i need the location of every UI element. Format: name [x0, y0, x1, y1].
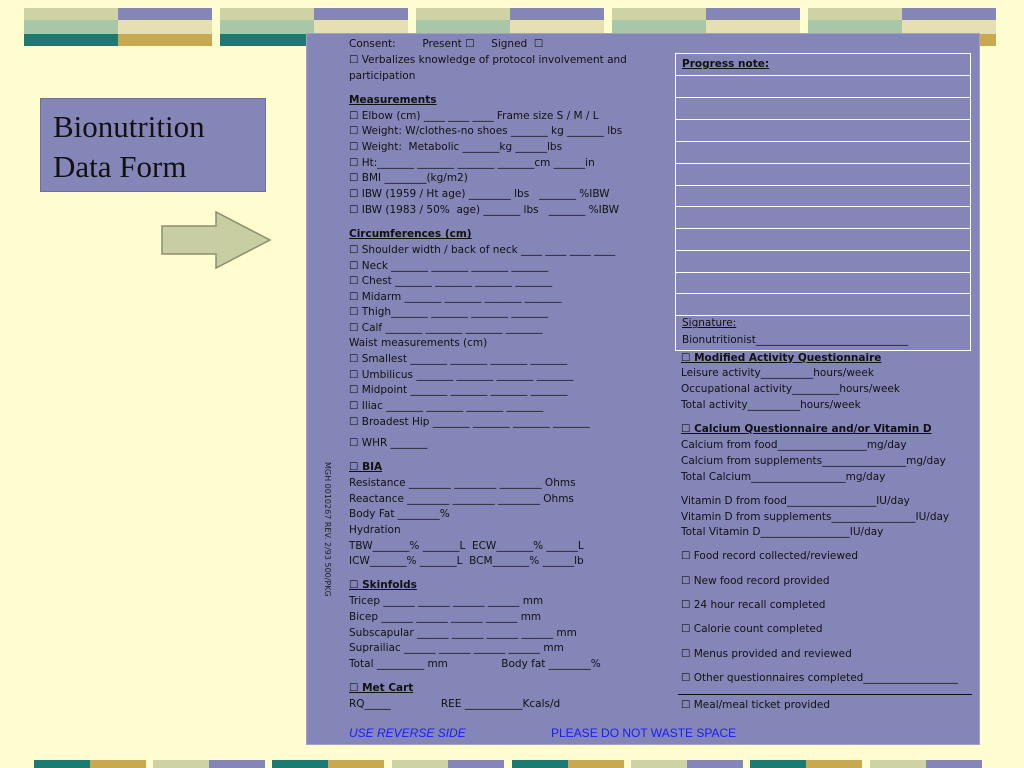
form-line: ☐ WHR _______: [349, 437, 428, 449]
form-line: ☐ Smallest _______ _______ _______ _______: [349, 353, 568, 365]
form-line: TBW_______% _______L ECW_______% ______L: [349, 540, 584, 552]
form-line: Bicep ______ ______ ______ ______ mm: [349, 611, 542, 623]
title-line-2: Data Form: [53, 149, 187, 184]
form-line: Measurements: [349, 94, 437, 106]
form-line: Subscapular ______ ______ ______ ______ mm: [349, 627, 577, 639]
form-line: ☐ Elbow (cm) ____ ____ ____ Frame size S / M / L: [349, 110, 599, 122]
form-line: Waist measurements (cm): [349, 337, 488, 349]
form-line: ☐ Meal/meal ticket provided: [681, 699, 831, 711]
form-line: ☐ Chest _______ _______ _______ _______: [349, 275, 553, 287]
form-line: ☐ Calf _______ _______ _______ _______: [349, 322, 543, 334]
form-line: ☐ Modified Activity Questionnaire: [681, 352, 882, 364]
right-arrow-icon: [160, 210, 272, 270]
form-line: ☐ Neck _______ _______ _______ _______: [349, 260, 549, 272]
form-line: ☐ Umbilicus _______ _______ _______ _______: [349, 369, 574, 381]
form-line: ☐ Thigh_______ _______ _______ _______: [349, 306, 549, 318]
form-line: Calcium from supplements________________mg/day: [681, 455, 946, 467]
form-line: ☐ Calcium Questionnaire and/or Vitamin D: [681, 423, 932, 435]
form-line: ☐ Menus provided and reviewed: [681, 648, 852, 660]
form-line: Total Calcium__________________mg/day: [681, 471, 886, 483]
form-line: Body Fat ________%: [349, 508, 450, 520]
form-line: ☐ IBW (1983 / 50% age) _______ lbs _______ %IBW: [349, 204, 619, 216]
progress-note-label: Progress note:: [682, 58, 770, 70]
form-line: Consent: Present ☐ Signed ☐: [349, 38, 544, 50]
waste-space-note: PLEASE DO NOT WASTE SPACE: [551, 726, 737, 740]
form-line: Vitamin D from food_________________IU/day: [681, 495, 910, 507]
form-line: ☐ Iliac _______ _______ _______ _______: [349, 400, 544, 412]
form-line: ☐ Food record collected/reviewed: [681, 550, 859, 562]
form-line: ☐ Midpoint _______ _______ _______ _______: [349, 384, 568, 396]
form-line: Resistance ________ ________ ________ Ohms: [349, 477, 576, 489]
form-line: Reactance ________ ________ ________ Ohms: [349, 493, 574, 505]
form-line: ☐ New food record provided: [681, 575, 830, 587]
form-line: Circumferences (cm): [349, 228, 472, 240]
signature-label: Signature:: [682, 317, 737, 329]
form-line: ☐ Midarm _______ _______ _______ _______: [349, 291, 562, 303]
bionutritionist-line: Bionutritionist_____________________________: [682, 334, 909, 346]
form-line: Tricep ______ ______ ______ ______ mm: [349, 595, 544, 607]
form-line: Leisure activity__________hours/week: [681, 367, 874, 379]
form-line: Occupational activity_________hours/week: [681, 383, 900, 395]
form-line: ☐ Weight: W/clothes-no shoes _______ kg _______ lbs: [349, 125, 623, 137]
form-line: Hydration: [349, 524, 401, 536]
form-line: Suprailiac ______ ______ ______ ______ mm: [349, 642, 564, 654]
slide-title: [40, 98, 266, 192]
form-line: ☐ Skinfolds: [349, 579, 417, 591]
form-line: ☐ Calorie count completed: [681, 623, 823, 635]
title-line-1: Bionutrition: [53, 109, 205, 144]
reverse-side-note: USE REVERSE SIDE: [349, 726, 466, 740]
form-line: Total Vitamin D_________________IU/day: [681, 526, 884, 538]
form-line: ☐ 24 hour recall completed: [681, 599, 826, 611]
form-line: RQ_____ REE ___________Kcals/d: [349, 698, 561, 710]
form-code: MGH 0010267 REV. 2/93 500/PKG: [323, 462, 332, 597]
form-line: Calcium from food_________________mg/day: [681, 439, 907, 451]
progress-note-grid: [675, 53, 971, 351]
form-line: Total activity__________hours/week: [681, 399, 861, 411]
form-line: ☐ Met Cart: [349, 682, 414, 694]
form-line: Total _________ mm Body fat ________%: [349, 658, 601, 670]
form-line: ICW_______% _______L BCM_______% ______lb: [349, 555, 584, 567]
form-line: ☐ Broadest Hip _______ _______ _______ _______: [349, 416, 590, 428]
form-line: ☐ Other questionnaires completed__________________: [681, 672, 958, 684]
form-line: ☐ IBW (1959 / Ht age) ________ lbs _______ %IBW: [349, 188, 610, 200]
form-line: ☐ Ht:_______ _______ _______ _______cm ______in: [349, 157, 595, 169]
form-line: ☐ BMI ________(kg/m2): [349, 172, 468, 184]
divider: [678, 694, 972, 695]
form-line: ☐ Shoulder width / back of neck ____ ____ ____ ____: [349, 244, 616, 256]
form-line: participation: [349, 70, 416, 82]
form-line: ☐ Weight: Metabolic _______kg ______lbs: [349, 141, 563, 153]
form-line: ☐ BIA: [349, 461, 383, 473]
form-line: Vitamin D from supplements________________IU/day: [681, 511, 950, 523]
form-line: ☐ Verbalizes knowledge of protocol involvement and: [349, 54, 627, 66]
